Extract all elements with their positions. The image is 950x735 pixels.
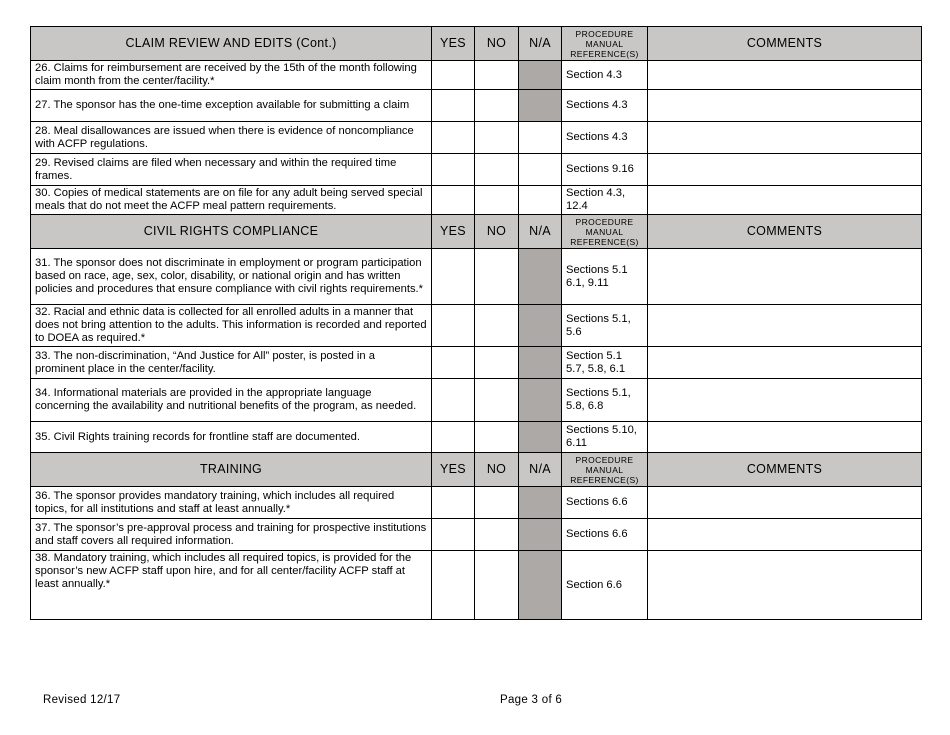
comments-cell[interactable] xyxy=(648,122,922,154)
item-text: 26. Claims for reimbursement are received by the 15th of the month following claim month from the center/facility.* xyxy=(31,61,432,90)
yes-cell[interactable] xyxy=(432,61,475,90)
no-cell[interactable] xyxy=(475,422,519,453)
no-cell[interactable] xyxy=(475,551,519,620)
table-row xyxy=(31,347,922,379)
no-cell[interactable] xyxy=(475,347,519,379)
reference-cell: Sections 5.1, 5.8, 6.8 xyxy=(562,379,648,422)
na-header: N/A xyxy=(519,453,562,487)
yes-header: YES xyxy=(432,215,475,249)
section-title: CLAIM REVIEW AND EDITS (Cont.) xyxy=(31,27,432,61)
na-cell xyxy=(519,305,562,347)
item-text: 33. The non-discrimination, “And Justice for All” poster, is posted in a prominent place in the center/facility. xyxy=(31,347,432,379)
no-cell[interactable] xyxy=(475,519,519,551)
yes-cell[interactable] xyxy=(432,305,475,347)
reference-cell: Sections 6.6 xyxy=(562,487,648,519)
item-text: 27. The sponsor has the one-time exception available for submitting a claim xyxy=(31,90,432,122)
table-row xyxy=(31,61,922,90)
na-cell[interactable] xyxy=(519,154,562,186)
reference-cell: Sections 9.16 xyxy=(562,154,648,186)
no-cell[interactable] xyxy=(475,90,519,122)
comments-cell[interactable] xyxy=(648,305,922,347)
reference-cell: Section 4.3, 12.4 xyxy=(562,186,648,215)
na-cell xyxy=(519,249,562,305)
reference-cell: Sections 5.10, 6.11 xyxy=(562,422,648,453)
yes-cell[interactable] xyxy=(432,122,475,154)
comments-cell[interactable] xyxy=(648,379,922,422)
yes-cell[interactable] xyxy=(432,186,475,215)
comments-header: COMMENTS xyxy=(648,453,922,487)
no-cell[interactable] xyxy=(475,61,519,90)
yes-cell[interactable] xyxy=(432,422,475,453)
section-header-claim-review xyxy=(31,27,922,61)
item-text: 35. Civil Rights training records for frontline staff are documented. xyxy=(31,422,432,453)
yes-cell[interactable] xyxy=(432,519,475,551)
reference-header: PROCEDURE MANUAL REFERENCE(S) xyxy=(562,215,648,249)
reference-cell: Sections 5.1, 5.6 xyxy=(562,305,648,347)
reference-cell: Sections 4.3 xyxy=(562,90,648,122)
na-header: N/A xyxy=(519,215,562,249)
item-text: 31. The sponsor does not discriminate in employment or program participation based on race, age, sex, color, disability, or national origin and has written policies and procedures that ensure compliance with civil rights requirements.* xyxy=(31,249,432,305)
na-header: N/A xyxy=(519,27,562,61)
revision-date: Revised 12/17 xyxy=(43,694,121,706)
yes-cell[interactable] xyxy=(432,551,475,620)
yes-cell[interactable] xyxy=(432,379,475,422)
table-row xyxy=(31,379,922,422)
comments-header: COMMENTS xyxy=(648,215,922,249)
no-cell[interactable] xyxy=(475,379,519,422)
section-title: TRAINING xyxy=(31,453,432,487)
comments-cell[interactable] xyxy=(648,61,922,90)
yes-header: YES xyxy=(432,453,475,487)
yes-cell[interactable] xyxy=(432,347,475,379)
yes-cell[interactable] xyxy=(432,249,475,305)
table-row xyxy=(31,422,922,453)
reference-cell: Sections 5.1 6.1, 9.11 xyxy=(562,249,648,305)
na-cell xyxy=(519,487,562,519)
comments-cell[interactable] xyxy=(648,90,922,122)
item-text: 38. Mandatory training, which includes all required topics, is provided for the sponsor’s new ACFP staff upon hire, and for all center/facility ACFP staff at least annually.* xyxy=(31,551,432,620)
review-checklist-table xyxy=(30,26,922,620)
no-header: NO xyxy=(475,27,519,61)
na-cell xyxy=(519,90,562,122)
reference-cell: Section 5.1 5.7, 5.8, 6.1 xyxy=(562,347,648,379)
reference-cell: Section 4.3 xyxy=(562,61,648,90)
yes-cell[interactable] xyxy=(432,154,475,186)
table-row xyxy=(31,487,922,519)
no-cell[interactable] xyxy=(475,249,519,305)
comments-cell[interactable] xyxy=(648,519,922,551)
table-row xyxy=(31,186,922,215)
no-cell[interactable] xyxy=(475,305,519,347)
table-row xyxy=(31,305,922,347)
na-cell xyxy=(519,519,562,551)
section-header-training xyxy=(31,453,922,487)
table-row xyxy=(31,122,922,154)
reference-header: PROCEDURE MANUAL REFERENCE(S) xyxy=(562,453,648,487)
na-cell xyxy=(519,422,562,453)
reference-header: PROCEDURE MANUAL REFERENCE(S) xyxy=(562,27,648,61)
na-cell[interactable] xyxy=(519,186,562,215)
na-cell[interactable] xyxy=(519,122,562,154)
table-row xyxy=(31,249,922,305)
table-row xyxy=(31,551,922,620)
comments-cell[interactable] xyxy=(648,249,922,305)
comments-cell[interactable] xyxy=(648,154,922,186)
comments-cell[interactable] xyxy=(648,347,922,379)
section-header-civil-rights xyxy=(31,215,922,249)
na-cell xyxy=(519,347,562,379)
yes-cell[interactable] xyxy=(432,90,475,122)
na-cell xyxy=(519,551,562,620)
page-number: Page 3 of 6 xyxy=(500,694,563,706)
yes-header: YES xyxy=(432,27,475,61)
no-header: NO xyxy=(475,215,519,249)
no-cell[interactable] xyxy=(475,122,519,154)
no-header: NO xyxy=(475,453,519,487)
comments-cell[interactable] xyxy=(648,186,922,215)
yes-cell[interactable] xyxy=(432,487,475,519)
item-text: 28. Meal disallowances are issued when there is evidence of noncompliance with ACFP regulations. xyxy=(31,122,432,154)
comments-cell[interactable] xyxy=(648,551,922,620)
reference-cell: Section 6.6 xyxy=(562,551,648,620)
comments-header: COMMENTS xyxy=(648,27,922,61)
no-cell[interactable] xyxy=(475,186,519,215)
table-row xyxy=(31,519,922,551)
reference-cell: Sections 6.6 xyxy=(562,519,648,551)
na-cell xyxy=(519,379,562,422)
item-text: 34. Informational materials are provided in the appropriate language concerning the availability and nutritional benefits of the program, as needed. xyxy=(31,379,432,422)
no-cell[interactable] xyxy=(475,154,519,186)
section-title: CIVIL RIGHTS COMPLIANCE xyxy=(31,215,432,249)
table-row xyxy=(31,154,922,186)
item-text: 37. The sponsor’s pre-approval process and training for prospective institutions and staff covers all required information. xyxy=(31,519,432,551)
item-text: 30. Copies of medical statements are on file for any adult being served special meals that do not meet the ACFP meal pattern requirements. xyxy=(31,186,432,215)
na-cell xyxy=(519,61,562,90)
item-text: 29. Revised claims are filed when necessary and within the required time frames. xyxy=(31,154,432,186)
comments-cell[interactable] xyxy=(648,487,922,519)
table-row xyxy=(31,90,922,122)
comments-cell[interactable] xyxy=(648,422,922,453)
item-text: 32. Racial and ethnic data is collected for all enrolled adults in a manner that does not bring attention to the adults. This information is recorded and reported to DOEA as required.* xyxy=(31,305,432,347)
no-cell[interactable] xyxy=(475,487,519,519)
reference-cell: Sections 4.3 xyxy=(562,122,648,154)
item-text: 36. The sponsor provides mandatory training, which includes all required topics, for all institutions and staff at least annually.* xyxy=(31,487,432,519)
